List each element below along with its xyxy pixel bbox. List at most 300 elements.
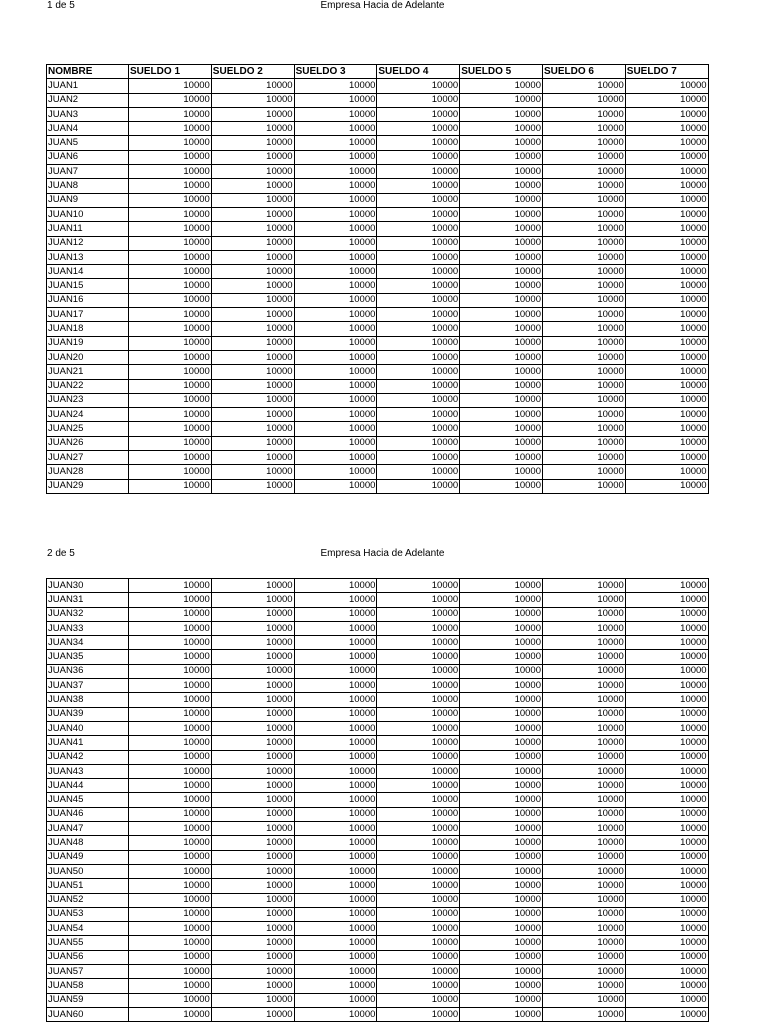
salary-cell: 10000	[625, 721, 708, 735]
salary-cell: 10000	[294, 365, 377, 379]
salary-cell: 10000	[294, 1007, 377, 1021]
employee-name-cell: JUAN4	[47, 122, 129, 136]
table-row	[47, 93, 709, 107]
salary-cell: 10000	[129, 379, 212, 393]
salary-cell: 10000	[294, 222, 377, 236]
salary-cell: 10000	[377, 965, 460, 979]
employee-name-cell: JUAN22	[47, 379, 129, 393]
salary-cell: 10000	[377, 950, 460, 964]
salary-cell: 10000	[129, 336, 212, 350]
salary-cell: 10000	[460, 193, 543, 207]
salary-cell: 10000	[542, 993, 625, 1007]
salary-cell: 10000	[625, 408, 708, 422]
salary-cell: 10000	[542, 607, 625, 621]
table-row	[47, 279, 709, 293]
salary-cell: 10000	[542, 893, 625, 907]
salary-cell: 10000	[460, 279, 543, 293]
salary-cell: 10000	[377, 936, 460, 950]
salary-cell: 10000	[460, 222, 543, 236]
salary-cell: 10000	[625, 750, 708, 764]
employee-name-cell: JUAN44	[47, 779, 129, 793]
salary-cell: 10000	[294, 736, 377, 750]
table-row	[47, 621, 709, 635]
salary-cell: 10000	[211, 736, 294, 750]
salary-cell: 10000	[294, 265, 377, 279]
employee-name-cell: JUAN10	[47, 207, 129, 221]
salary-cell: 10000	[542, 136, 625, 150]
salary-cell: 10000	[625, 807, 708, 821]
salary-cell: 10000	[625, 465, 708, 479]
salary-cell: 10000	[460, 664, 543, 678]
salary-cell: 10000	[294, 822, 377, 836]
salary-cell: 10000	[377, 193, 460, 207]
salary-cell: 10000	[542, 436, 625, 450]
salary-cell: 10000	[294, 621, 377, 635]
table-row	[47, 250, 709, 264]
column-header-sueldo-3: SUELDO 3	[294, 65, 377, 79]
salary-cell: 10000	[377, 207, 460, 221]
salary-cell: 10000	[625, 350, 708, 364]
salary-cell: 10000	[377, 379, 460, 393]
salary-cell: 10000	[542, 764, 625, 778]
salary-cell: 10000	[542, 664, 625, 678]
table-row	[47, 107, 709, 121]
salary-cell: 10000	[129, 136, 212, 150]
salary-cell: 10000	[211, 822, 294, 836]
salary-cell: 10000	[542, 93, 625, 107]
table-row	[47, 408, 709, 422]
salary-cell: 10000	[211, 150, 294, 164]
salary-cell: 10000	[377, 607, 460, 621]
salary-cell: 10000	[625, 122, 708, 136]
salary-cell: 10000	[460, 365, 543, 379]
salary-cell: 10000	[294, 279, 377, 293]
salary-cell: 10000	[625, 193, 708, 207]
table-row	[47, 179, 709, 193]
salary-cell: 10000	[625, 222, 708, 236]
employee-name-cell: JUAN18	[47, 322, 129, 336]
salary-cell: 10000	[460, 879, 543, 893]
salary-cell: 10000	[460, 479, 543, 493]
employee-name-cell: JUAN24	[47, 408, 129, 422]
salary-cell: 10000	[129, 793, 212, 807]
salary-cell: 10000	[129, 636, 212, 650]
salary-cell: 10000	[460, 308, 543, 322]
salary-cell: 10000	[211, 664, 294, 678]
employee-name-cell: JUAN40	[47, 721, 129, 735]
salary-cell: 10000	[542, 965, 625, 979]
salary-cell: 10000	[625, 879, 708, 893]
salary-cell: 10000	[460, 250, 543, 264]
salary-cell: 10000	[460, 436, 543, 450]
salary-cell: 10000	[211, 79, 294, 93]
salary-cell: 10000	[377, 479, 460, 493]
salary-cell: 10000	[460, 893, 543, 907]
salary-cell: 10000	[460, 1007, 543, 1021]
table-row	[47, 293, 709, 307]
salary-cell: 10000	[129, 879, 212, 893]
salary-cell: 10000	[129, 165, 212, 179]
salary-cell: 10000	[377, 593, 460, 607]
salary-cell: 10000	[211, 193, 294, 207]
employee-name-cell: JUAN52	[47, 893, 129, 907]
salary-cell: 10000	[542, 293, 625, 307]
salary-cell: 10000	[129, 393, 212, 407]
table-row	[47, 993, 709, 1007]
employee-name-cell: JUAN5	[47, 136, 129, 150]
salary-cell: 10000	[211, 1007, 294, 1021]
salary-cell: 10000	[460, 179, 543, 193]
salary-cell: 10000	[625, 779, 708, 793]
employee-name-cell: JUAN39	[47, 707, 129, 721]
salary-cell: 10000	[211, 107, 294, 121]
employee-name-cell: JUAN49	[47, 850, 129, 864]
salary-cell: 10000	[211, 336, 294, 350]
employee-name-cell: JUAN28	[47, 465, 129, 479]
salary-cell: 10000	[129, 979, 212, 993]
table-row	[47, 422, 709, 436]
employee-name-cell: JUAN33	[47, 621, 129, 635]
salary-cell: 10000	[294, 436, 377, 450]
salary-cell: 10000	[211, 436, 294, 450]
salary-cell: 10000	[460, 465, 543, 479]
salary-cell: 10000	[460, 607, 543, 621]
salary-cell: 10000	[460, 593, 543, 607]
salary-cell: 10000	[377, 864, 460, 878]
salary-cell: 10000	[294, 979, 377, 993]
salary-cell: 10000	[460, 207, 543, 221]
employee-name-cell: JUAN19	[47, 336, 129, 350]
salary-cell: 10000	[542, 750, 625, 764]
employee-name-cell: JUAN57	[47, 965, 129, 979]
salary-cell: 10000	[542, 322, 625, 336]
salary-cell: 10000	[625, 279, 708, 293]
salary-cell: 10000	[542, 879, 625, 893]
salary-cell: 10000	[129, 122, 212, 136]
salary-cell: 10000	[377, 451, 460, 465]
salary-cell: 10000	[211, 379, 294, 393]
salary-cell: 10000	[294, 836, 377, 850]
salary-cell: 10000	[460, 79, 543, 93]
salary-cell: 10000	[377, 707, 460, 721]
salary-cell: 10000	[211, 650, 294, 664]
salary-cell: 10000	[460, 721, 543, 735]
employee-name-cell: JUAN34	[47, 636, 129, 650]
page-number: 2 de 5	[47, 548, 75, 559]
salary-cell: 10000	[542, 793, 625, 807]
salary-cell: 10000	[542, 621, 625, 635]
salary-cell: 10000	[294, 451, 377, 465]
table-row	[47, 136, 709, 150]
salary-cell: 10000	[129, 607, 212, 621]
salary-cell: 10000	[625, 179, 708, 193]
table-row	[47, 864, 709, 878]
salary-cell: 10000	[377, 293, 460, 307]
salary-cell: 10000	[625, 650, 708, 664]
table-row	[47, 465, 709, 479]
salary-cell: 10000	[211, 679, 294, 693]
salary-cell: 10000	[211, 850, 294, 864]
salary-cell: 10000	[211, 179, 294, 193]
employee-name-cell: JUAN14	[47, 265, 129, 279]
salary-cell: 10000	[542, 236, 625, 250]
employee-name-cell: JUAN11	[47, 222, 129, 236]
table-row	[47, 664, 709, 678]
salary-cell: 10000	[211, 93, 294, 107]
salary-cell: 10000	[542, 408, 625, 422]
company-title: Empresa Hacia de Adelante	[320, 0, 445, 11]
salary-cell: 10000	[542, 850, 625, 864]
salary-cell: 10000	[377, 893, 460, 907]
table-row	[47, 679, 709, 693]
table-row	[47, 879, 709, 893]
salary-cell: 10000	[129, 422, 212, 436]
employee-name-cell: JUAN27	[47, 451, 129, 465]
salary-cell: 10000	[129, 436, 212, 450]
salary-cell: 10000	[542, 979, 625, 993]
salary-cell: 10000	[377, 279, 460, 293]
salary-cell: 10000	[377, 107, 460, 121]
salary-cell: 10000	[211, 807, 294, 821]
salary-cell: 10000	[625, 265, 708, 279]
salary-cell: 10000	[542, 179, 625, 193]
table-row	[47, 607, 709, 621]
salary-cell: 10000	[377, 679, 460, 693]
salary-cell: 10000	[377, 822, 460, 836]
table-row	[47, 193, 709, 207]
salary-cell: 10000	[460, 379, 543, 393]
salary-cell: 10000	[377, 222, 460, 236]
salary-cell: 10000	[211, 579, 294, 593]
salary-cell: 10000	[294, 693, 377, 707]
salary-cell: 10000	[294, 150, 377, 164]
salary-cell: 10000	[625, 707, 708, 721]
salary-cell: 10000	[377, 336, 460, 350]
employee-name-cell: JUAN53	[47, 907, 129, 921]
salary-cell: 10000	[377, 993, 460, 1007]
table-row	[47, 779, 709, 793]
employee-name-cell: JUAN13	[47, 250, 129, 264]
salary-cell: 10000	[542, 693, 625, 707]
salary-cell: 10000	[377, 664, 460, 678]
salary-cell: 10000	[211, 879, 294, 893]
salary-table	[46, 578, 709, 1022]
salary-cell: 10000	[625, 664, 708, 678]
salary-cell: 10000	[625, 950, 708, 964]
salary-cell: 10000	[294, 950, 377, 964]
salary-cell: 10000	[129, 650, 212, 664]
salary-cell: 10000	[460, 322, 543, 336]
salary-cell: 10000	[129, 322, 212, 336]
salary-cell: 10000	[129, 993, 212, 1007]
salary-cell: 10000	[211, 365, 294, 379]
salary-cell: 10000	[211, 993, 294, 1007]
salary-cell: 10000	[377, 93, 460, 107]
salary-cell: 10000	[211, 408, 294, 422]
salary-cell: 10000	[294, 308, 377, 322]
salary-cell: 10000	[542, 721, 625, 735]
salary-cell: 10000	[294, 879, 377, 893]
employee-name-cell: JUAN6	[47, 150, 129, 164]
table-row	[47, 836, 709, 850]
salary-cell: 10000	[542, 807, 625, 821]
salary-cell: 10000	[294, 350, 377, 364]
salary-cell: 10000	[211, 207, 294, 221]
salary-cell: 10000	[625, 1007, 708, 1021]
salary-cell: 10000	[294, 850, 377, 864]
salary-cell: 10000	[377, 850, 460, 864]
salary-cell: 10000	[542, 922, 625, 936]
employee-name-cell: JUAN23	[47, 393, 129, 407]
salary-cell: 10000	[542, 336, 625, 350]
salary-cell: 10000	[542, 250, 625, 264]
salary-cell: 10000	[211, 122, 294, 136]
salary-cell: 10000	[129, 679, 212, 693]
salary-cell: 10000	[211, 836, 294, 850]
salary-cell: 10000	[377, 393, 460, 407]
salary-cell: 10000	[460, 836, 543, 850]
salary-cell: 10000	[211, 621, 294, 635]
salary-cell: 10000	[211, 607, 294, 621]
salary-cell: 10000	[460, 936, 543, 950]
salary-cell: 10000	[211, 136, 294, 150]
salary-cell: 10000	[542, 393, 625, 407]
salary-cell: 10000	[294, 322, 377, 336]
salary-cell: 10000	[129, 764, 212, 778]
salary-cell: 10000	[625, 736, 708, 750]
salary-cell: 10000	[294, 922, 377, 936]
salary-cell: 10000	[542, 593, 625, 607]
salary-cell: 10000	[129, 836, 212, 850]
salary-cell: 10000	[377, 250, 460, 264]
salary-cell: 10000	[129, 922, 212, 936]
salary-cell: 10000	[625, 965, 708, 979]
salary-cell: 10000	[377, 365, 460, 379]
salary-cell: 10000	[294, 207, 377, 221]
salary-cell: 10000	[294, 193, 377, 207]
salary-cell: 10000	[542, 308, 625, 322]
salary-cell: 10000	[294, 664, 377, 678]
table-row	[47, 807, 709, 821]
salary-cell: 10000	[542, 122, 625, 136]
salary-cell: 10000	[625, 893, 708, 907]
salary-cell: 10000	[625, 907, 708, 921]
column-header-sueldo-1: SUELDO 1	[129, 65, 212, 79]
salary-cell: 10000	[377, 907, 460, 921]
salary-cell: 10000	[377, 979, 460, 993]
salary-cell: 10000	[542, 907, 625, 921]
salary-cell: 10000	[211, 479, 294, 493]
table-row	[47, 850, 709, 864]
salary-cell: 10000	[129, 93, 212, 107]
salary-cell: 10000	[211, 279, 294, 293]
employee-name-cell: JUAN56	[47, 950, 129, 964]
salary-cell: 10000	[542, 279, 625, 293]
salary-cell: 10000	[211, 950, 294, 964]
salary-cell: 10000	[211, 451, 294, 465]
salary-cell: 10000	[211, 936, 294, 950]
salary-cell: 10000	[211, 222, 294, 236]
table-row	[47, 308, 709, 322]
salary-cell: 10000	[625, 679, 708, 693]
salary-cell: 10000	[211, 793, 294, 807]
salary-cell: 10000	[460, 922, 543, 936]
salary-cell: 10000	[542, 579, 625, 593]
salary-cell: 10000	[294, 408, 377, 422]
salary-cell: 10000	[211, 250, 294, 264]
salary-cell: 10000	[625, 136, 708, 150]
salary-cell: 10000	[129, 907, 212, 921]
salary-cell: 10000	[542, 379, 625, 393]
salary-cell: 10000	[211, 293, 294, 307]
salary-cell: 10000	[625, 593, 708, 607]
salary-cell: 10000	[542, 479, 625, 493]
salary-cell: 10000	[625, 979, 708, 993]
table-row	[47, 336, 709, 350]
salary-cell: 10000	[542, 636, 625, 650]
salary-cell: 10000	[625, 850, 708, 864]
salary-cell: 10000	[294, 422, 377, 436]
employee-name-cell: JUAN35	[47, 650, 129, 664]
table-row	[47, 736, 709, 750]
salary-cell: 10000	[625, 436, 708, 450]
salary-cell: 10000	[460, 122, 543, 136]
employee-name-cell: JUAN51	[47, 879, 129, 893]
salary-cell: 10000	[625, 922, 708, 936]
salary-cell: 10000	[377, 265, 460, 279]
salary-cell: 10000	[542, 365, 625, 379]
table-row	[47, 936, 709, 950]
salary-cell: 10000	[542, 107, 625, 121]
salary-cell: 10000	[129, 465, 212, 479]
salary-cell: 10000	[377, 793, 460, 807]
salary-cell: 10000	[211, 750, 294, 764]
salary-cell: 10000	[129, 193, 212, 207]
salary-cell: 10000	[377, 650, 460, 664]
header-row	[47, 65, 709, 79]
salary-cell: 10000	[460, 693, 543, 707]
salary-cell: 10000	[377, 579, 460, 593]
salary-cell: 10000	[377, 150, 460, 164]
salary-cell: 10000	[129, 179, 212, 193]
employee-name-cell: JUAN30	[47, 579, 129, 593]
salary-cell: 10000	[377, 922, 460, 936]
salary-cell: 10000	[129, 621, 212, 635]
table-row	[47, 365, 709, 379]
salary-cell: 10000	[625, 636, 708, 650]
employee-name-cell: JUAN29	[47, 479, 129, 493]
salary-cell: 10000	[129, 750, 212, 764]
salary-cell: 10000	[211, 265, 294, 279]
table-row	[47, 721, 709, 735]
salary-cell: 10000	[625, 207, 708, 221]
salary-cell: 10000	[129, 864, 212, 878]
salary-cell: 10000	[129, 479, 212, 493]
table-row	[47, 764, 709, 778]
salary-cell: 10000	[294, 93, 377, 107]
salary-cell: 10000	[129, 207, 212, 221]
salary-cell: 10000	[460, 979, 543, 993]
salary-cell: 10000	[460, 993, 543, 1007]
employee-name-cell: JUAN9	[47, 193, 129, 207]
salary-cell: 10000	[625, 864, 708, 878]
employee-name-cell: JUAN32	[47, 607, 129, 621]
salary-cell: 10000	[460, 850, 543, 864]
column-header-sueldo-6: SUELDO 6	[542, 65, 625, 79]
salary-cell: 10000	[542, 422, 625, 436]
salary-cell: 10000	[129, 365, 212, 379]
salary-cell: 10000	[377, 236, 460, 250]
